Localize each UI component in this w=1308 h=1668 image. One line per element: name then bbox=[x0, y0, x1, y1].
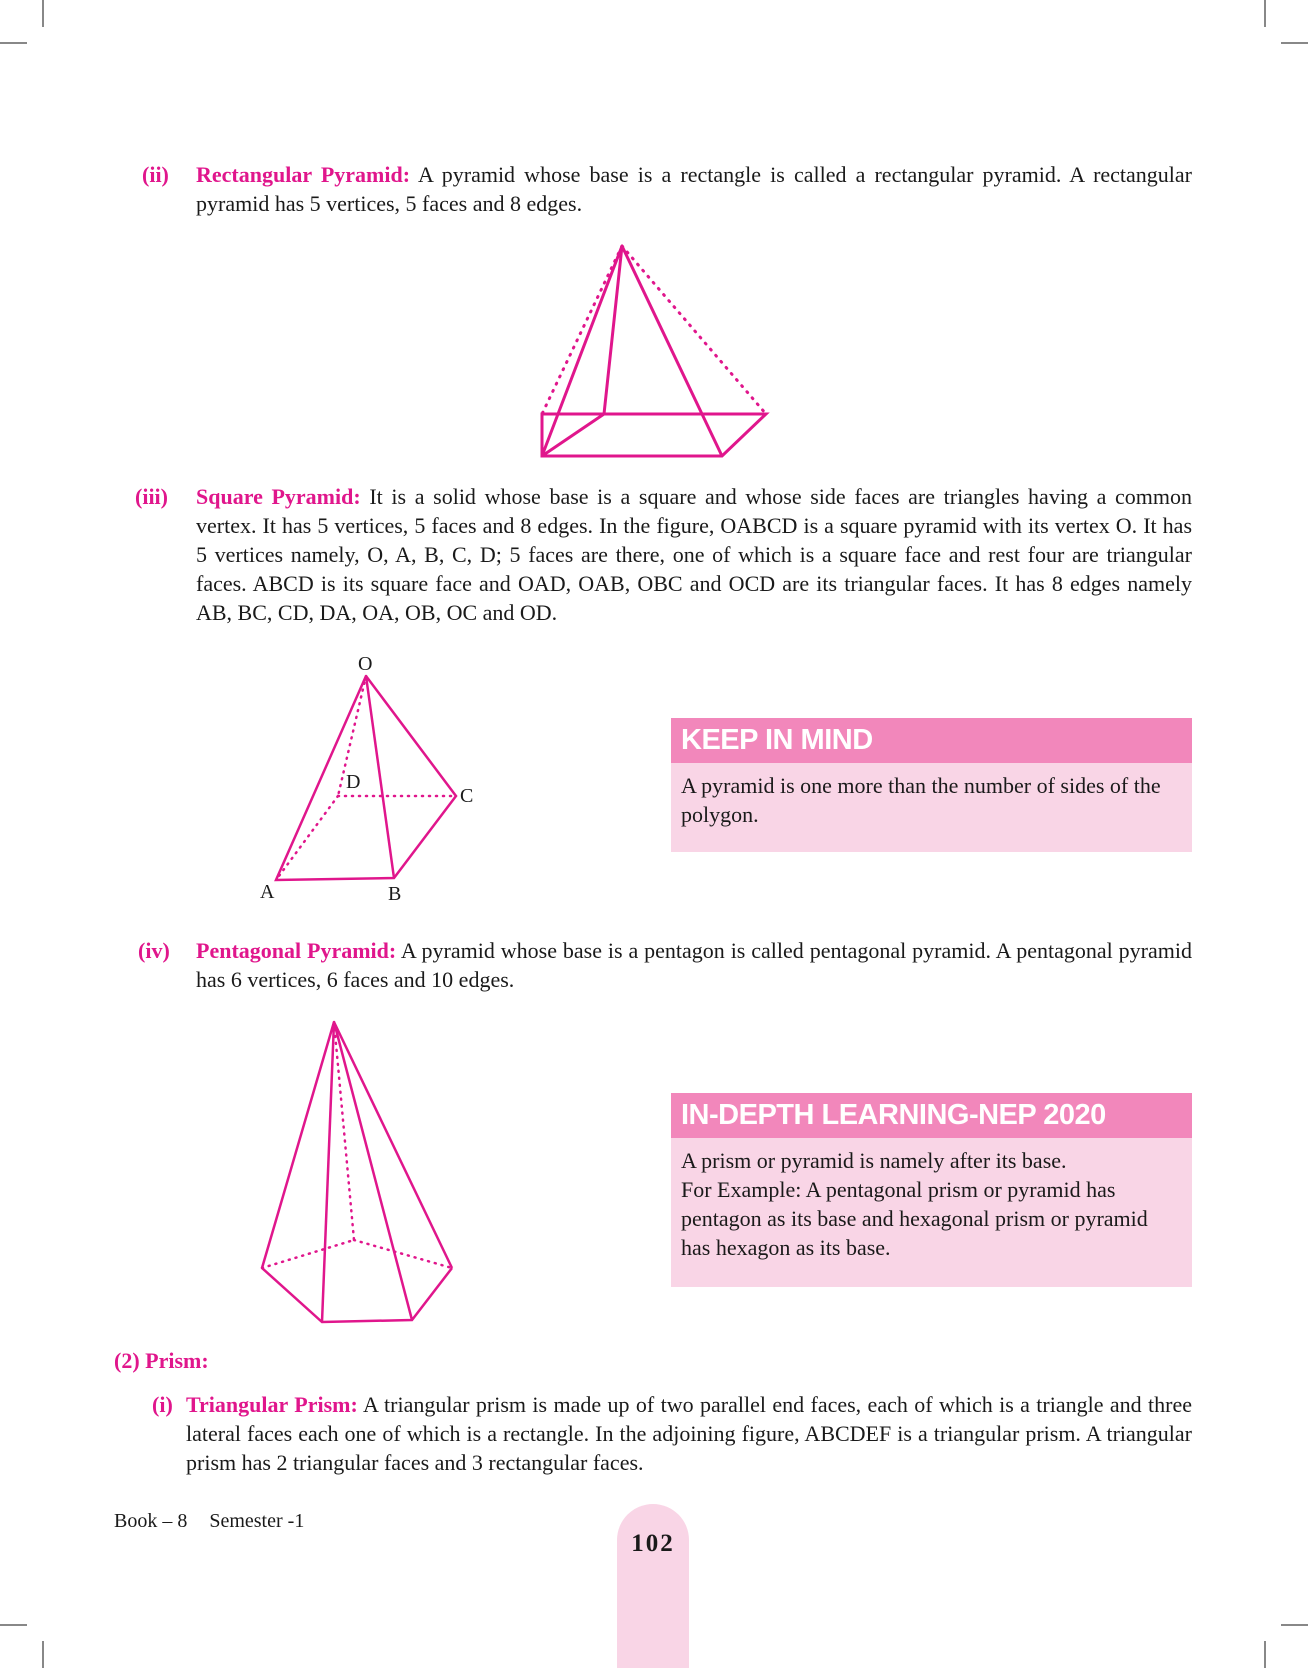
term-triangular-prism: Triangular Prism: bbox=[186, 1392, 358, 1417]
crop-mark-bottom-right-v bbox=[1264, 1641, 1266, 1668]
pentagonal-pyramid-paragraph bbox=[196, 936, 1192, 994]
item-number: (i) bbox=[152, 1392, 173, 1417]
vertex-label-b: B bbox=[388, 883, 402, 905]
pyramid-edge bbox=[622, 246, 722, 456]
square-pyramid-edge bbox=[276, 676, 456, 880]
term-rectangular-pyramid: Rectangular Pyramid: bbox=[196, 162, 411, 187]
keep-in-mind-box bbox=[671, 718, 1192, 852]
square-pyramid-text: It is a solid whose base is a square and whose side faces are triangles having a common vertex. It has 5 vertices, 5 faces and 8 edges. In the figure, OABCD is a square pyramid with its vertex O. It has 5 vertices namely, O, A, B, C, D; 5 faces are there, one of which is a square face and rest four are triangular faces. ABCD is its square face and OAD, OAB, OBC and OCD are its triangular faces. It has 8 edges namely AB, BC, CD, DA, OA, OB, OC and OD. bbox=[196, 484, 1192, 625]
rectangular-pyramid-text: A pyramid whose base is a rectangle is called a rectangular pyramid. A rectangular pyramid has 5 vertices, 5 faces and 8 edges. bbox=[196, 162, 1192, 216]
triangular-prism-text: A triangular prism is made up of two parallel end faces, each of which is a triangle and three lateral faces each one of which is a rectangle. In the adjoining figure, ABCDEF is a triangular prism. A triangular prism has 2 triangular faces and 3 rectangular faces. bbox=[186, 1392, 1192, 1475]
keep-in-mind-text: A pyramid is one more than the number of sides of the polygon. bbox=[681, 773, 1161, 827]
vertex-label-d: D bbox=[346, 771, 361, 793]
pentagonal-pyramid-hidden-edge bbox=[354, 1240, 452, 1268]
pentagonal-pyramid-figure bbox=[250, 1012, 460, 1330]
vertex-label-c: C bbox=[460, 785, 474, 807]
crop-mark-bottom-left-v bbox=[42, 1641, 44, 1668]
crop-mark-top-right-h bbox=[1281, 42, 1308, 44]
pentagonal-pyramid-edge bbox=[334, 1022, 412, 1320]
vertex-label-o: O bbox=[358, 653, 373, 675]
item-number: (iv) bbox=[138, 938, 170, 963]
crop-mark-top-left-h bbox=[0, 42, 27, 44]
crop-mark-bottom-left-h bbox=[0, 1624, 27, 1626]
pentagonal-pyramid-edge bbox=[334, 1022, 452, 1268]
crop-mark-top-left-v bbox=[42, 0, 44, 27]
rectangular-pyramid-paragraph bbox=[196, 160, 1192, 218]
pentagonal-pyramid-hidden-edge bbox=[262, 1240, 354, 1268]
semester-label: Semester -1 bbox=[209, 1510, 305, 1532]
in-depth-learning-title: IN-DEPTH LEARNING-NEP 2020 bbox=[671, 1093, 1192, 1138]
book-label: Book – 8 bbox=[114, 1510, 188, 1532]
pentagonal-pyramid-text: A pyramid whose base is a pentagon is called pentagonal pyramid. A pentagonal pyramid has 6 vertices, 6 faces and 10 edges. bbox=[196, 938, 1192, 992]
pyramid-hidden-edge bbox=[622, 246, 766, 414]
in-depth-learning-line-1: A prism or pyramid is namely after its base. bbox=[681, 1148, 1067, 1173]
pentagonal-pyramid-edge bbox=[322, 1022, 334, 1322]
pyramid-edge bbox=[542, 246, 622, 456]
square-pyramid-figure bbox=[250, 652, 490, 910]
vertex-label-a: A bbox=[260, 881, 275, 903]
item-number: (ii) bbox=[142, 162, 169, 187]
in-depth-learning-line-2: For Example: A pentagonal prism or pyramid has pentagon as its base and hexagonal prism or pyramid has hexagon as its base. bbox=[681, 1177, 1148, 1260]
term-pentagonal-pyramid: Pentagonal Pyramid: bbox=[196, 938, 397, 963]
page-number: 102 bbox=[631, 1530, 675, 1557]
book-info bbox=[114, 1510, 326, 1533]
pentagonal-pyramid-edge bbox=[262, 1022, 334, 1268]
in-depth-learning-box bbox=[671, 1093, 1192, 1287]
pyramid-hidden-edge bbox=[542, 246, 622, 414]
square-pyramid-paragraph bbox=[196, 482, 1192, 627]
rectangular-pyramid-figure bbox=[530, 238, 778, 460]
page-number-tab bbox=[617, 1504, 689, 1668]
crop-mark-bottom-right-h bbox=[1281, 1624, 1308, 1626]
crop-mark-top-right-v bbox=[1264, 0, 1266, 27]
term-square-pyramid: Square Pyramid: bbox=[196, 484, 361, 509]
pentagonal-pyramid-base bbox=[262, 1268, 452, 1322]
item-number: (iii) bbox=[135, 484, 168, 509]
prism-heading: (2) Prism: bbox=[114, 1348, 209, 1373]
keep-in-mind-title: KEEP IN MIND bbox=[671, 718, 1192, 763]
triangular-prism-paragraph bbox=[186, 1390, 1192, 1477]
